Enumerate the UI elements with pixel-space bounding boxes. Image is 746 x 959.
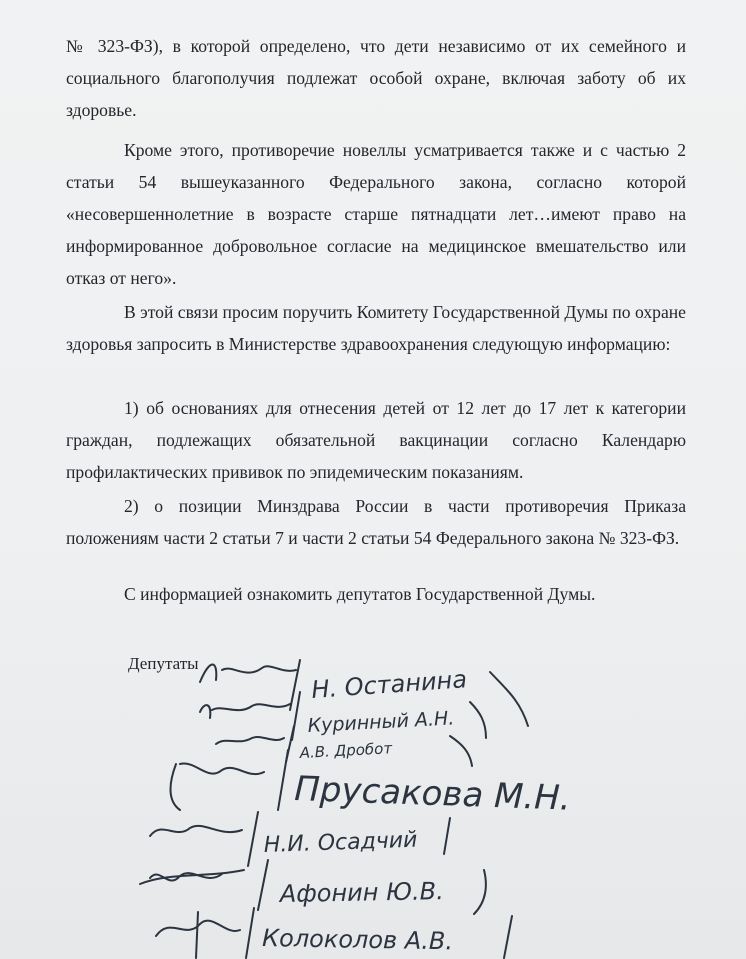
signer-name-ostanina: Н. Останина: [310, 665, 468, 704]
request-item-2: 2) о позиции Минздрава России в части противоречия Приказа положениям части 2 статьи 7 и части 2 статьи 54 Федерального закона № 323-ФЗ.: [66, 496, 686, 548]
deputies-label: Депутаты: [128, 654, 199, 673]
signer-name-drobot: А.В. Дробот: [299, 739, 393, 762]
paragraph-continuation: № 323-ФЗ), в которой определено, что дети независимо от их семейного и социального благополучия подлежат особой охране, включая заботу об их здоровье.: [66, 36, 686, 120]
request-item-1: 1) об основаниях для отнесения детей от 12 лет до 17 лет к категории граждан, подлежащих обязательной вакцинации согласно Календарю профилактических прививок по эпидемическим показаниям.: [66, 398, 686, 482]
signature-mark: [200, 704, 290, 718]
signature-mark: [171, 764, 265, 810]
signer-name-osadchy: Н.И. Осадчий: [263, 827, 418, 858]
paragraph-inform-deputies: С информацией ознакомить депутатов Государственной Думы.: [124, 584, 596, 604]
signer-name-kolokolov: Колоколов А.В.: [261, 924, 454, 956]
signer-name-prusakova: Прусакова М.Н.: [293, 769, 572, 819]
signer-name-kurinny: Куринный А.Н.: [307, 707, 455, 737]
signature-mark: [150, 826, 242, 836]
signature-mark: [140, 870, 244, 884]
signatures-block: [0, 640, 746, 959]
signer-name-afonin: Афонин Ю.В.: [279, 877, 444, 908]
signature-mark: [216, 737, 284, 744]
signature-mark: [156, 912, 240, 958]
paragraph-request: В этой связи просим поручить Комитету Государственной Думы по охране здоровья запросить в Министерстве здравоохранения следующую информацию:: [66, 302, 686, 354]
signature-mark: [200, 665, 296, 683]
paragraph-contradiction: Кроме этого, противоречие новеллы усматривается также и с частью 2 статьи 54 вышеуказанного Федерального закона, согласно которой «несовершеннолетние в возрасте старше пятнадцати лет…имеют право на информированное добровольное согласие на медицинское вмешательство или отказ от него».: [66, 140, 686, 288]
